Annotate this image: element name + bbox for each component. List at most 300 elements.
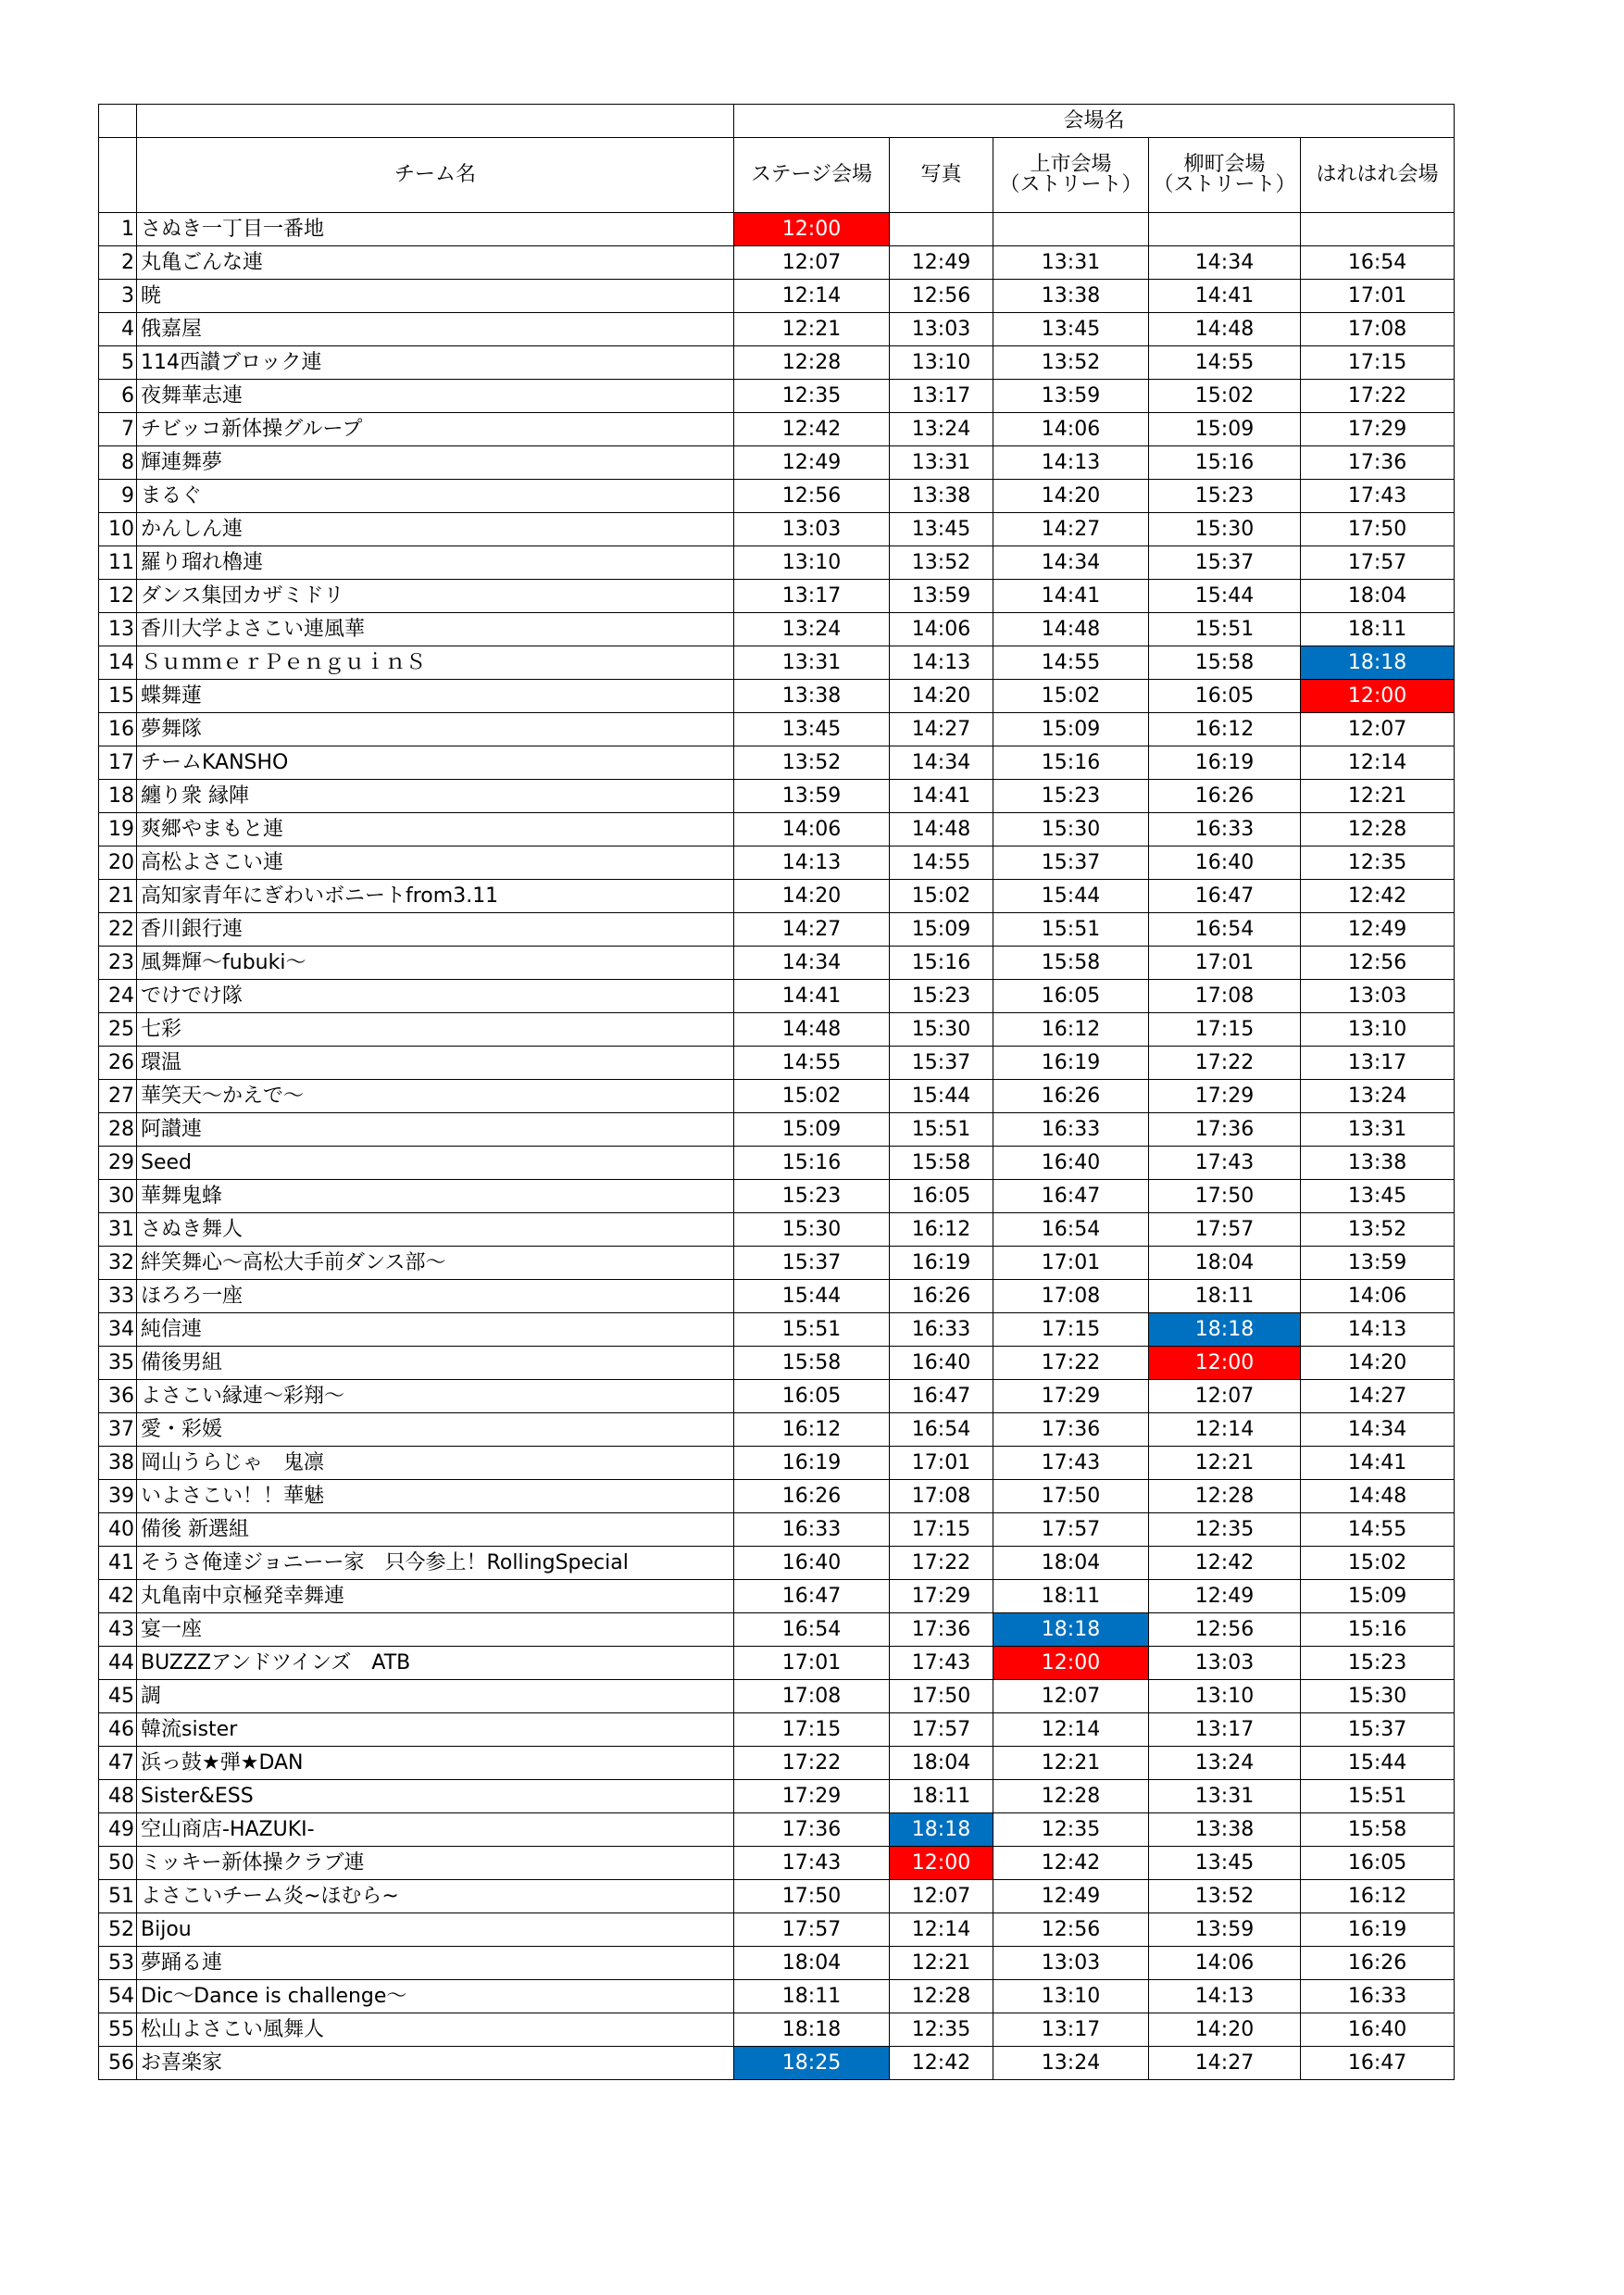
time-cell: 15:58: [734, 1347, 890, 1380]
time-cell: 14:06: [734, 813, 890, 847]
row-number: 11: [99, 546, 137, 580]
time-cell: 17:36: [993, 1413, 1149, 1447]
time-cell: 16:47: [1149, 880, 1301, 913]
time-cell: 13:31: [890, 446, 993, 480]
time-cell: 13:59: [993, 380, 1149, 413]
team-name-cell: 七彩: [137, 1013, 734, 1047]
time-cell: 15:23: [890, 980, 993, 1013]
table-row: [99, 1780, 1455, 1813]
time-cell: 12:14: [890, 1913, 993, 1947]
row-number: 40: [99, 1513, 137, 1547]
time-cell: 13:10: [890, 346, 993, 380]
time-cell: 14:06: [1301, 1280, 1455, 1313]
schedule-table: [98, 104, 1455, 2080]
time-cell: 18:04: [993, 1547, 1149, 1580]
table-row: [99, 313, 1455, 346]
time-cell: 17:01: [734, 1647, 890, 1680]
team-name-cell: さぬき一丁目一番地: [137, 213, 734, 246]
team-name-cell: 風舞輝〜fubuki〜: [137, 947, 734, 980]
time-cell: 15:37: [890, 1047, 993, 1080]
time-cell: 12:49: [993, 1880, 1149, 1913]
time-cell: 14:34: [890, 746, 993, 780]
venue-header-kamiichi: 上市会場 （ストリート）: [993, 138, 1149, 213]
team-name-cell: 岡山うらじゃ 鬼凛: [137, 1447, 734, 1480]
time-cell: 12:56: [1301, 947, 1455, 980]
time-cell: 13:59: [734, 780, 890, 813]
time-cell: 14:20: [993, 480, 1149, 513]
table-row: [99, 346, 1455, 380]
row-number: 37: [99, 1413, 137, 1447]
time-cell: 12:35: [1149, 1513, 1301, 1547]
time-cell: 16:40: [1301, 2013, 1455, 2047]
time-cell: 12:21: [890, 1947, 993, 1980]
row-number: 36: [99, 1380, 137, 1413]
time-cell: 15:09: [890, 913, 993, 947]
time-cell: 13:17: [890, 380, 993, 413]
time-cell: 15:09: [734, 1113, 890, 1147]
time-cell: 14:55: [1149, 346, 1301, 380]
time-cell: 17:22: [1149, 1047, 1301, 1080]
team-name-cell: 夜舞華志連: [137, 380, 734, 413]
time-cell: 17:43: [1149, 1147, 1301, 1180]
team-name-cell: 爽郷やまもと連: [137, 813, 734, 847]
table-row: [99, 813, 1455, 847]
row-number: 22: [99, 913, 137, 947]
time-cell: 16:47: [1301, 2047, 1455, 2080]
row-number: 18: [99, 780, 137, 813]
row-number: 7: [99, 413, 137, 446]
row-number: 54: [99, 1980, 137, 2013]
team-name-cell: 高知家青年にぎわいボニートfrom3.11: [137, 880, 734, 913]
time-cell: 12:07: [734, 246, 890, 280]
time-cell: 15:23: [1301, 1647, 1455, 1680]
table-row: [99, 480, 1455, 513]
header-row-group: [99, 105, 1455, 138]
row-number: 46: [99, 1713, 137, 1747]
time-cell: 14:41: [1149, 280, 1301, 313]
time-cell: 13:24: [1149, 1747, 1301, 1780]
time-cell: 15:16: [1149, 446, 1301, 480]
team-name-cell: チームKANSHO: [137, 746, 734, 780]
team-name-cell: Dic〜Dance is challenge〜: [137, 1980, 734, 2013]
time-cell: 15:44: [1149, 580, 1301, 613]
time-cell: 18:04: [1301, 580, 1455, 613]
row-number: 13: [99, 613, 137, 646]
time-cell: 12:35: [1301, 847, 1455, 880]
time-cell: 14:55: [993, 646, 1149, 680]
time-cell: 15:37: [1301, 1713, 1455, 1747]
team-name-cell: 丸亀ごんな連: [137, 246, 734, 280]
team-name-cell: 高松よさこい連: [137, 847, 734, 880]
time-cell: 17:01: [1149, 947, 1301, 980]
time-cell: 14:27: [1149, 2047, 1301, 2080]
time-cell: 12:14: [1301, 746, 1455, 780]
row-number: 29: [99, 1147, 137, 1180]
row-number: 6: [99, 380, 137, 413]
time-cell: 13:59: [890, 580, 993, 613]
team-name-cell: 華舞鬼蜂: [137, 1180, 734, 1213]
time-cell: 15:30: [890, 1013, 993, 1047]
time-cell: 15:23: [993, 780, 1149, 813]
time-cell: 14:20: [1149, 2013, 1301, 2047]
table-row: [99, 1347, 1455, 1380]
time-cell: 13:17: [993, 2013, 1149, 2047]
table-row: [99, 546, 1455, 580]
time-cell: 12:00: [890, 1847, 993, 1880]
venue-header-yanagimachi: 柳町会場 （ストリート）: [1149, 138, 1301, 213]
venue-header-photo: 写真: [890, 138, 993, 213]
time-cell: 12:35: [734, 380, 890, 413]
time-cell: 17:15: [1301, 346, 1455, 380]
time-cell: 16:40: [734, 1547, 890, 1580]
time-cell: 13:24: [993, 2047, 1149, 2080]
time-cell: 12:42: [734, 413, 890, 446]
time-cell: 14:13: [890, 646, 993, 680]
team-name-cell: 華笑天〜かえで〜: [137, 1080, 734, 1113]
time-cell: 12:21: [1149, 1447, 1301, 1480]
time-cell: 17:01: [1301, 280, 1455, 313]
time-cell: 12:42: [993, 1847, 1149, 1880]
row-number: 15: [99, 680, 137, 713]
time-cell: 17:36: [1149, 1113, 1301, 1147]
team-name-cell: 宴一座: [137, 1613, 734, 1647]
time-cell: 13:38: [1149, 1813, 1301, 1847]
row-number: 32: [99, 1247, 137, 1280]
table-row: [99, 1147, 1455, 1180]
table-row: [99, 1213, 1455, 1247]
team-name-cell: いよさこい！！華魅: [137, 1480, 734, 1513]
row-number: 26: [99, 1047, 137, 1080]
time-cell: 15:09: [1149, 413, 1301, 446]
time-cell: 13:52: [1301, 1213, 1455, 1247]
time-cell: 12:07: [1149, 1380, 1301, 1413]
time-cell: 13:31: [1149, 1780, 1301, 1813]
venue-header-stage: ステージ会場: [734, 138, 890, 213]
team-name-cell: ダンス集団カザミドリ: [137, 580, 734, 613]
time-cell: 17:43: [993, 1447, 1149, 1480]
table-row: [99, 1647, 1455, 1680]
table-row: [99, 380, 1455, 413]
time-cell: 15:44: [734, 1280, 890, 1313]
time-cell: 13:03: [890, 313, 993, 346]
time-cell: 12:21: [1301, 780, 1455, 813]
time-cell: 12:07: [1301, 713, 1455, 746]
time-cell: 16:05: [993, 980, 1149, 1013]
time-cell: 17:57: [734, 1913, 890, 1947]
time-cell: 16:05: [1149, 680, 1301, 713]
row-number: 12: [99, 580, 137, 613]
team-name-cell: 純信連: [137, 1313, 734, 1347]
time-cell: 14:13: [1149, 1980, 1301, 2013]
time-cell: 15:37: [1149, 546, 1301, 580]
row-number: 44: [99, 1647, 137, 1680]
time-cell: 17:01: [890, 1447, 993, 1480]
time-cell: 15:02: [993, 680, 1149, 713]
team-name-cell: でけでけ隊: [137, 980, 734, 1013]
time-cell: 17:43: [734, 1847, 890, 1880]
time-cell: 13:24: [1301, 1080, 1455, 1113]
time-cell: 12:49: [1149, 1580, 1301, 1613]
time-cell: 13:45: [1149, 1847, 1301, 1880]
row-number: 41: [99, 1547, 137, 1580]
team-name-cell: ミッキー新体操クラブ連: [137, 1847, 734, 1880]
time-cell: 14:41: [890, 780, 993, 813]
header-row-venues: [99, 138, 1455, 213]
row-number: 9: [99, 480, 137, 513]
time-cell: 12:00: [993, 1647, 1149, 1680]
team-name-cell: 松山よさこい風舞人: [137, 2013, 734, 2047]
team-name-cell: 暁: [137, 280, 734, 313]
time-cell: 14:55: [734, 1047, 890, 1080]
team-name-cell: 調: [137, 1680, 734, 1713]
time-cell: 15:16: [993, 746, 1149, 780]
time-cell: 17:29: [734, 1780, 890, 1813]
team-name-cell: 輝連舞夢: [137, 446, 734, 480]
time-cell: 14:48: [1149, 313, 1301, 346]
time-cell: 12:21: [993, 1747, 1149, 1780]
time-cell: 12:56: [1149, 1613, 1301, 1647]
team-name-cell: Seed: [137, 1147, 734, 1180]
team-name-cell: よさこいチーム炎~ほむら~: [137, 1880, 734, 1913]
row-number: 24: [99, 980, 137, 1013]
row-number: 35: [99, 1347, 137, 1380]
time-cell: 12:21: [734, 313, 890, 346]
time-cell: 16:47: [890, 1380, 993, 1413]
time-cell: [1149, 213, 1301, 246]
time-cell: 15:30: [1149, 513, 1301, 546]
row-number: 16: [99, 713, 137, 746]
time-cell: 18:11: [890, 1780, 993, 1813]
time-cell: 12:28: [993, 1780, 1149, 1813]
time-cell: 16:54: [993, 1213, 1149, 1247]
table-row: [99, 780, 1455, 813]
time-cell: 16:40: [1149, 847, 1301, 880]
team-name-cell: Bijou: [137, 1913, 734, 1947]
table-row: [99, 1380, 1455, 1413]
table-row: [99, 513, 1455, 546]
time-cell: 17:08: [734, 1680, 890, 1713]
row-number: 25: [99, 1013, 137, 1047]
time-cell: 12:35: [993, 1813, 1149, 1847]
time-cell: 18:11: [1149, 1280, 1301, 1313]
time-cell: 16:12: [993, 1013, 1149, 1047]
time-cell: 13:17: [1301, 1047, 1455, 1080]
time-cell: 14:06: [1149, 1947, 1301, 1980]
time-cell: 14:20: [734, 880, 890, 913]
time-cell: 12:35: [890, 2013, 993, 2047]
time-cell: 13:52: [890, 546, 993, 580]
team-name-cell: 環温: [137, 1047, 734, 1080]
time-cell: 12:07: [993, 1680, 1149, 1713]
table-row: [99, 1680, 1455, 1713]
time-cell: 13:10: [993, 1980, 1149, 2013]
table-row: [99, 1480, 1455, 1513]
table-row: [99, 880, 1455, 913]
team-name-cell: BUZZZアンドツインズ ATB: [137, 1647, 734, 1680]
row-number: 33: [99, 1280, 137, 1313]
time-cell: 13:59: [1149, 1913, 1301, 1947]
time-cell: 15:30: [993, 813, 1149, 847]
time-cell: 16:26: [993, 1080, 1149, 1113]
time-cell: 13:31: [993, 246, 1149, 280]
team-name-cell: 浜っ鼓★弾★DAN: [137, 1747, 734, 1780]
table-row: [99, 1247, 1455, 1280]
time-cell: 12:28: [1301, 813, 1455, 847]
time-cell: 13:17: [1149, 1713, 1301, 1747]
time-cell: 18:25: [734, 2047, 890, 2080]
row-number: 3: [99, 280, 137, 313]
time-cell: 15:58: [1301, 1813, 1455, 1847]
team-name-cell: 114西讃ブロック連: [137, 346, 734, 380]
time-cell: 13:03: [993, 1947, 1149, 1980]
table-row: [99, 680, 1455, 713]
time-cell: 16:40: [890, 1347, 993, 1380]
time-cell: 18:11: [1301, 613, 1455, 646]
time-cell: 14:48: [890, 813, 993, 847]
table-row: [99, 1813, 1455, 1847]
time-cell: 14:13: [734, 847, 890, 880]
time-cell: 15:02: [1149, 380, 1301, 413]
time-cell: 15:30: [1301, 1680, 1455, 1713]
time-cell: 13:17: [734, 580, 890, 613]
table-row: [99, 1113, 1455, 1147]
time-cell: 12:00: [734, 213, 890, 246]
team-name-cell: さぬき舞人: [137, 1213, 734, 1247]
time-cell: 17:29: [1301, 413, 1455, 446]
table-row: [99, 1613, 1455, 1647]
time-cell: 13:24: [734, 613, 890, 646]
time-cell: 16:19: [734, 1447, 890, 1480]
time-cell: [1301, 213, 1455, 246]
time-cell: 17:01: [993, 1247, 1149, 1280]
time-cell: 18:11: [993, 1580, 1149, 1613]
time-cell: 13:03: [1149, 1647, 1301, 1680]
table-row: [99, 1447, 1455, 1480]
time-cell: 13:38: [1301, 1147, 1455, 1180]
team-name-cell: Sister&ESS: [137, 1780, 734, 1813]
time-cell: 17:36: [1301, 446, 1455, 480]
time-cell: 13:03: [1301, 980, 1455, 1013]
time-cell: 12:42: [890, 2047, 993, 2080]
time-cell: 14:41: [734, 980, 890, 1013]
time-cell: 15:58: [993, 947, 1149, 980]
row-number: 27: [99, 1080, 137, 1113]
time-cell: 14:20: [890, 680, 993, 713]
header-corner: [99, 105, 137, 138]
time-cell: 14:27: [734, 913, 890, 947]
time-cell: 12:56: [734, 480, 890, 513]
team-name-cell: 夢踊る連: [137, 1947, 734, 1980]
time-cell: 15:16: [1301, 1613, 1455, 1647]
team-name-cell: そうさ俺達ジョニーー家 只今参上！RollingSpecial: [137, 1547, 734, 1580]
time-cell: 16:40: [993, 1147, 1149, 1180]
time-cell: 13:03: [734, 513, 890, 546]
time-cell: 17:43: [1301, 480, 1455, 513]
time-cell: 17:29: [1149, 1080, 1301, 1113]
time-cell: 15:16: [890, 947, 993, 980]
time-cell: 13:52: [734, 746, 890, 780]
time-cell: 17:29: [890, 1580, 993, 1613]
time-cell: 12:07: [890, 1880, 993, 1913]
table-row: [99, 1513, 1455, 1547]
time-cell: 17:15: [890, 1513, 993, 1547]
time-cell: 12:49: [890, 246, 993, 280]
table-row: [99, 1713, 1455, 1747]
time-cell: 15:09: [993, 713, 1149, 746]
time-cell: 14:48: [993, 613, 1149, 646]
time-cell: 17:50: [890, 1680, 993, 1713]
time-cell: 13:31: [1301, 1113, 1455, 1147]
table-row: [99, 2013, 1455, 2047]
time-cell: 13:38: [993, 280, 1149, 313]
team-name-cell: 備後男組: [137, 1347, 734, 1380]
time-cell: 14:27: [993, 513, 1149, 546]
row-number: 47: [99, 1747, 137, 1780]
time-cell: 18:04: [1149, 1247, 1301, 1280]
time-cell: 17:22: [734, 1747, 890, 1780]
time-cell: 18:18: [1149, 1313, 1301, 1347]
time-cell: 13:52: [993, 346, 1149, 380]
row-number: 10: [99, 513, 137, 546]
team-name-cell: よさこい縁連〜彩翔〜: [137, 1380, 734, 1413]
time-cell: 15:37: [734, 1247, 890, 1280]
time-cell: 15:37: [993, 847, 1149, 880]
team-name-cell: 阿讃連: [137, 1113, 734, 1147]
team-name-cell: 愛・彩媛: [137, 1413, 734, 1447]
time-cell: 16:19: [890, 1247, 993, 1280]
team-name-cell: 丸亀南中京極発幸舞連: [137, 1580, 734, 1613]
team-name-cell: 俄嘉屋: [137, 313, 734, 346]
row-number: 42: [99, 1580, 137, 1613]
row-number: 5: [99, 346, 137, 380]
row-number: 38: [99, 1447, 137, 1480]
time-cell: 12:28: [734, 346, 890, 380]
time-cell: 16:26: [734, 1480, 890, 1513]
time-cell: [993, 213, 1149, 246]
row-number: 34: [99, 1313, 137, 1347]
venue-header-harehare: はれはれ会場: [1301, 138, 1455, 213]
time-cell: 17:15: [1149, 1013, 1301, 1047]
time-cell: 16:12: [1149, 713, 1301, 746]
table-row: [99, 1880, 1455, 1913]
team-name-cell: まるぐ: [137, 480, 734, 513]
time-cell: 14:48: [734, 1013, 890, 1047]
row-number: 49: [99, 1813, 137, 1847]
row-number: 17: [99, 746, 137, 780]
team-name-cell: 空山商店-HAZUKI-: [137, 1813, 734, 1847]
time-cell: 15:58: [890, 1147, 993, 1180]
time-cell: 14:06: [890, 613, 993, 646]
time-cell: 14:55: [1301, 1513, 1455, 1547]
table-row: [99, 2047, 1455, 2080]
table-row: [99, 947, 1455, 980]
time-cell: 16:33: [1301, 1980, 1455, 2013]
time-cell: 16:05: [890, 1180, 993, 1213]
time-cell: 17:50: [993, 1480, 1149, 1513]
time-cell: 15:51: [1149, 613, 1301, 646]
table-row: [99, 646, 1455, 680]
time-cell: 15:51: [993, 913, 1149, 947]
time-cell: 17:22: [1301, 380, 1455, 413]
time-cell: 16:54: [734, 1613, 890, 1647]
row-number: 53: [99, 1947, 137, 1980]
table-row: [99, 746, 1455, 780]
header-blank: [137, 105, 734, 138]
time-cell: 15:44: [1301, 1747, 1455, 1780]
table-row: [99, 580, 1455, 613]
time-cell: 13:45: [734, 713, 890, 746]
table-row: [99, 1747, 1455, 1780]
